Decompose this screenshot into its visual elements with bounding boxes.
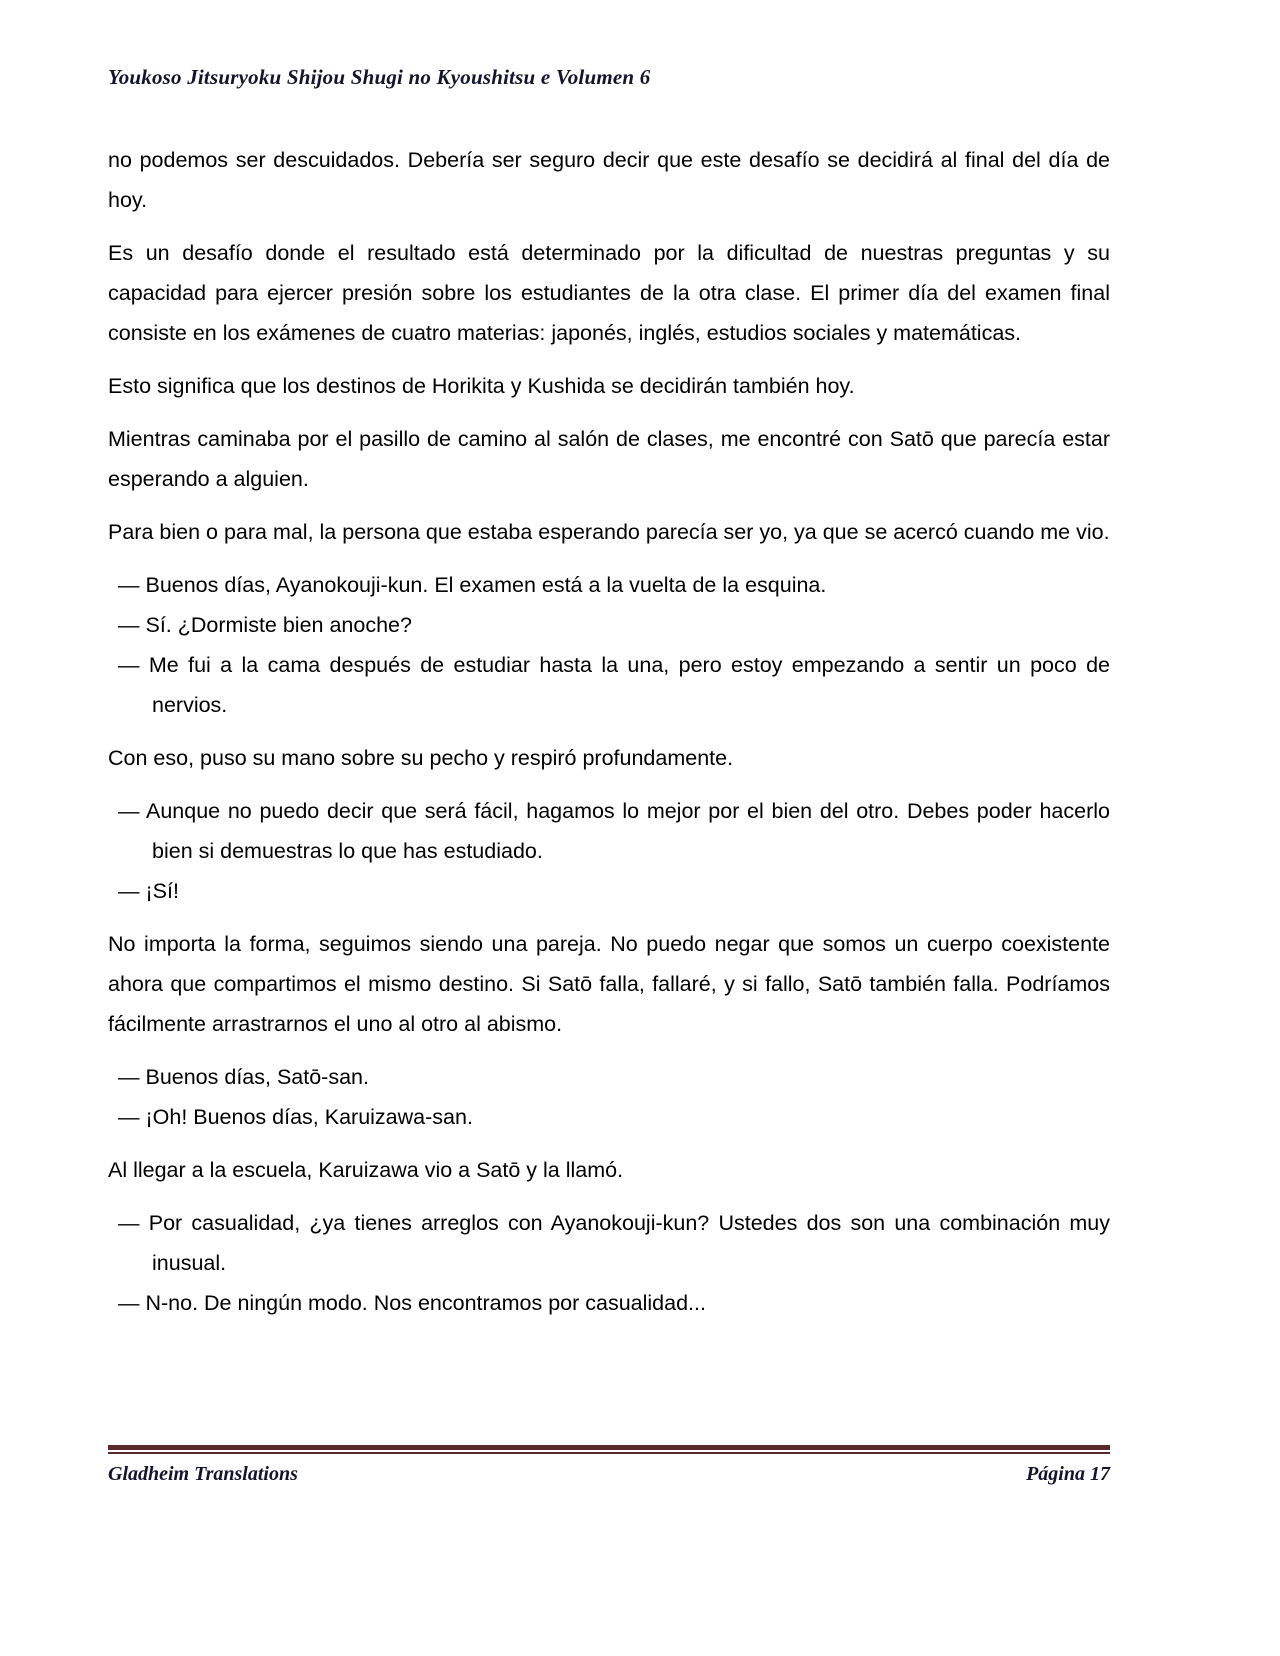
dialogue-line: — Buenos días, Ayanokouji-kun. El examen está a la vuelta de la esquina. — [118, 573, 827, 597]
dialogue-group — [108, 1203, 1110, 1323]
footer-rule — [108, 1445, 1110, 1454]
dialogue-group — [108, 1057, 1110, 1137]
dialogue-line: — ¡Oh! Buenos días, Karuizawa-san. — [118, 1105, 473, 1129]
paragraph: Es un desafío donde el resultado está determinado por la dificultad de nuestras preguntas y su capacidad para ejercer presión sobre los estudiantes de la otra clase. El primer día del examen final consiste en los exámenes de cuatro materias: japonés, inglés, estudios sociales y matemáticas. — [108, 241, 1110, 345]
dialogue-line: — Me fui a la cama después de estudiar hasta la una, pero estoy empezando a sentir un poco de nervios. — [118, 653, 1110, 717]
dialogue-group — [108, 565, 1110, 725]
dialogue-line: — ¡Sí! — [118, 879, 179, 903]
content — [108, 140, 1110, 1323]
footer-translator-credit: Gladheim Translations — [108, 1463, 298, 1485]
dialogue-group — [108, 791, 1110, 911]
dialogue-line: — N-no. De ningún modo. Nos encontramos por casualidad... — [118, 1291, 706, 1315]
paragraph: Al llegar a la escuela, Karuizawa vio a Satō y la llamó. — [108, 1158, 624, 1182]
footer-page-number: Página 17 — [1026, 1463, 1110, 1485]
page-footer — [108, 1445, 1110, 1486]
paragraph: Con eso, puso su mano sobre su pecho y respiró profundamente. — [108, 746, 734, 770]
paragraph: Mientras caminaba por el pasillo de camino al salón de clases, me encontré con Satō que parecía estar esperando a alguien. — [108, 427, 1110, 491]
page-header-title: Youkoso Jitsuryoku Shijou Shugi no Kyoushitsu e Volumen 6 — [108, 65, 651, 89]
dialogue-line: — Aunque no puedo decir que será fácil, hagamos lo mejor por el bien del otro. Debes poder hacerlo bien si demuestras lo que has estudiado. — [118, 799, 1110, 863]
paragraph: no podemos ser descuidados. Debería ser seguro decir que este desafío se decidirá al final del día de hoy. — [108, 148, 1110, 212]
paragraph: No importa la forma, seguimos siendo una pareja. No puedo negar que somos un cuerpo coexistente ahora que compartimos el mismo destino. Si Satō falla, fallaré, y si fallo, Satō también falla. Podríamos fácilmente arrastrarnos el uno al otro al abismo. — [108, 932, 1110, 1036]
dialogue-line: — Buenos días, Satō-san. — [118, 1065, 369, 1089]
paragraph: Para bien o para mal, la persona que estaba esperando parecía ser yo, ya que se acercó cuando me vio. — [108, 520, 1110, 544]
dialogue-line: — Por casualidad, ¿ya tienes arreglos con Ayanokouji-kun? Ustedes dos son una combinación muy inusual. — [118, 1211, 1110, 1275]
dialogue-line: — Sí. ¿Dormiste bien anoche? — [118, 613, 412, 637]
paragraph: Esto significa que los destinos de Horikita y Kushida se decidirán también hoy. — [108, 374, 855, 398]
